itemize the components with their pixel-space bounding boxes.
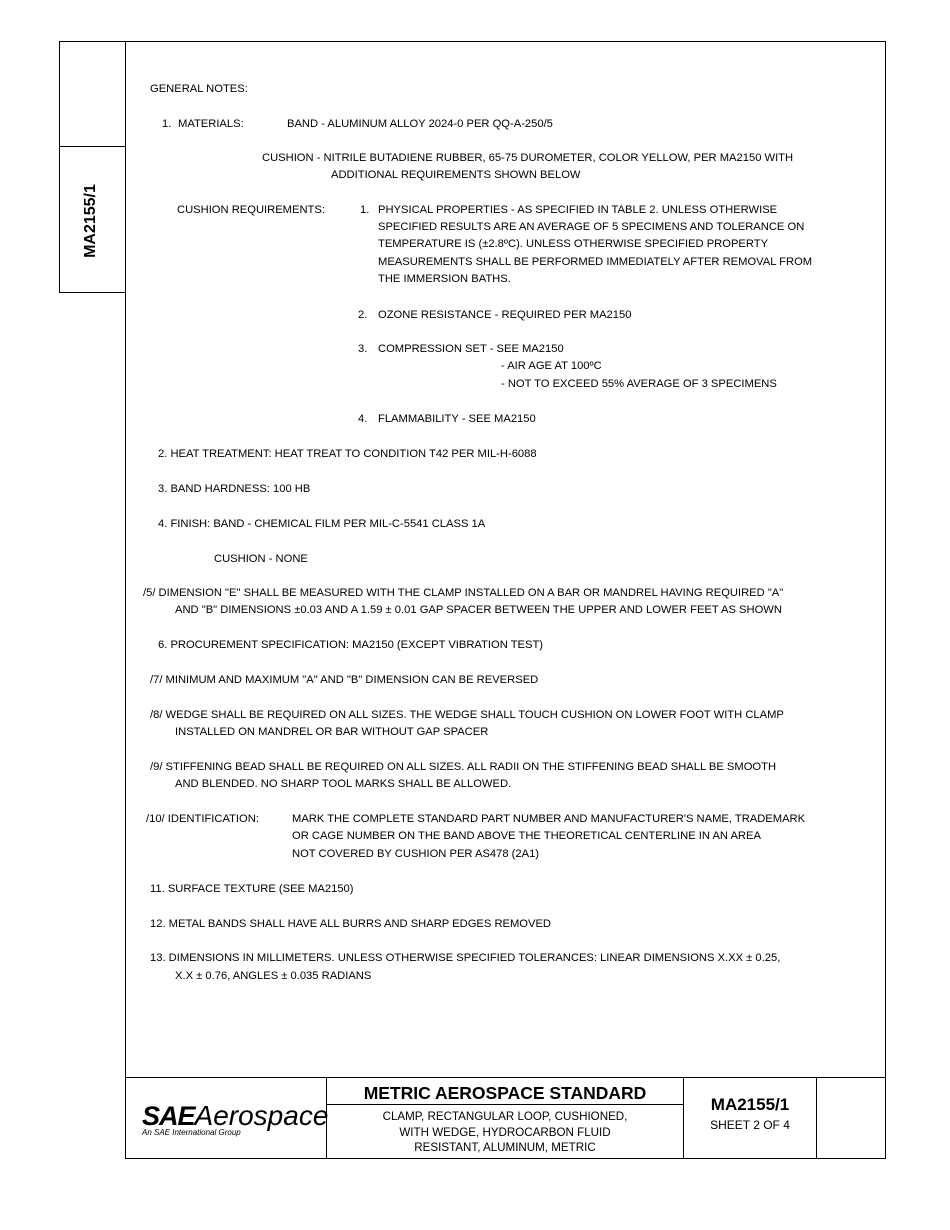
cr-3-number: 3.: [358, 343, 368, 355]
sae-aerospace-logo: [142, 1100, 328, 1137]
note-1-band: BAND - ALUMINUM ALLOY 2024-0 PER QQ-A-250/5: [287, 118, 553, 130]
side-tab-divider: [60, 146, 126, 147]
cr-1-line4: MEASUREMENTS SHALL BE PERFORMED IMMEDIATELY AFTER REMOVAL FROM: [378, 256, 813, 268]
note-11: 11. SURFACE TEXTURE (SEE MA2150): [150, 883, 354, 895]
cr-2-text: OZONE RESISTANCE - REQUIRED PER MA2150: [378, 309, 632, 321]
standard-description: [327, 1105, 683, 1156]
description-line2: WITH WEDGE, HYDROCARBON FLUID: [399, 1125, 611, 1139]
cr-2-number: 2.: [358, 309, 368, 321]
standard-heading: METRIC AEROSPACE STANDARD: [327, 1078, 683, 1105]
note-1-cushion-line2: ADDITIONAL REQUIREMENTS SHOWN BELOW: [331, 169, 581, 181]
note-7: /7/ MINIMUM AND MAXIMUM "A" AND "B" DIMENSION CAN BE REVERSED: [150, 674, 539, 686]
note-4: 4. FINISH: BAND - CHEMICAL FILM PER MIL-C-5541 CLASS 1A: [158, 518, 486, 530]
cr-1-line1: PHYSICAL PROPERTIES - AS SPECIFIED IN TABLE 2. UNLESS OTHERWISE: [378, 204, 778, 216]
note-5-line1: /5/ DIMENSION "E" SHALL BE MEASURED WITH THE CLAMP INSTALLED ON A BAR OR MANDREL HAVING REQUIRED "A": [143, 587, 784, 599]
title-block-title-cell: [327, 1078, 684, 1158]
note-1-number: 1.: [162, 118, 172, 130]
note-10-line3: NOT COVERED BY CUSHION PER AS478 (2A1): [292, 848, 540, 860]
description-line1: CLAMP, RECTANGULAR LOOP, CUSHIONED,: [382, 1110, 628, 1123]
note-10-label: /10/ IDENTIFICATION:: [146, 813, 259, 825]
cr-3-line3: - NOT TO EXCEED 55% AVERAGE OF 3 SPECIMENS: [501, 378, 777, 390]
note-13-line2: X.X ± 0.76, ANGLES ± 0.035 RADIANS: [175, 970, 372, 982]
cr-1-number: 1.: [360, 204, 370, 216]
cr-1-line5: THE IMMERSION BATHS.: [378, 273, 511, 285]
side-part-number: MA2155/1: [82, 184, 99, 258]
title-block-logo-cell: [125, 1078, 327, 1158]
note-8-line2: INSTALLED ON MANDREL OR BAR WITHOUT GAP SPACER: [175, 726, 489, 738]
note-10-line1: MARK THE COMPLETE STANDARD PART NUMBER AND MANUFACTURER'S NAME, TRADEMARK: [292, 813, 806, 825]
part-number: MA2155/1: [710, 1095, 790, 1114]
note-12: 12. METAL BANDS SHALL HAVE ALL BURRS AND SHARP EDGES REMOVED: [150, 918, 552, 930]
logo-aerospace: Aerospace: [194, 1100, 329, 1131]
logo-group: An SAE International Group: [142, 1128, 241, 1137]
sheet-number: SHEET 2 OF 4: [710, 1118, 790, 1132]
cr-4-text: FLAMMABILITY - SEE MA2150: [378, 413, 536, 425]
title-block-number-cell: [684, 1078, 817, 1158]
title-block: [125, 1077, 886, 1159]
note-8-line1: /8/ WEDGE SHALL BE REQUIRED ON ALL SIZES. THE WEDGE SHALL TOUCH CUSHION ON LOWER FOOT WITH CLAMP: [150, 709, 784, 721]
note-4-cushion: CUSHION - NONE: [214, 553, 308, 565]
note-3: 3. BAND HARDNESS: 100 HB: [158, 483, 311, 495]
notes-heading: GENERAL NOTES:: [150, 83, 248, 95]
note-9-line1: /9/ STIFFENING BEAD SHALL BE REQUIRED ON ALL SIZES. ALL RADII ON THE STIFFENING BEAD SHALL BE SMOOTH: [150, 761, 777, 773]
cr-3-line1: COMPRESSION SET - SEE MA2150: [378, 343, 564, 355]
note-10-line2: OR CAGE NUMBER ON THE BAND ABOVE THE THEORETICAL CENTERLINE IN AN AREA: [292, 830, 761, 842]
title-block-blank-cell: [817, 1078, 886, 1158]
logo-sae: SAE: [142, 1101, 195, 1131]
description-line3: RESISTANT, ALUMINUM, METRIC: [414, 1141, 596, 1154]
note-5-line2: AND "B" DIMENSIONS ±0.03 AND A 1.59 ± 0.01 GAP SPACER BETWEEN THE UPPER AND LOWER FEET AS SHOWN: [175, 604, 782, 616]
note-9-line2: AND BLENDED. NO SHARP TOOL MARKS SHALL BE ALLOWED.: [175, 778, 512, 790]
cr-1-line3: TEMPERATURE IS (±2.8ºC). UNLESS OTHERWISE SPECIFIED PROPERTY: [378, 238, 769, 250]
note-13-line1: 13. DIMENSIONS IN MILLIMETERS. UNLESS OTHERWISE SPECIFIED TOLERANCES: LINEAR DIMENSIONS X.XX ± 0.25,: [150, 952, 781, 964]
note-1-cushion-line1: CUSHION - NITRILE BUTADIENE RUBBER, 65-75 DUROMETER, COLOR YELLOW, PER MA2150 WITH: [262, 152, 794, 164]
note-1-label: MATERIALS:: [178, 118, 244, 130]
note-6: 6. PROCUREMENT SPECIFICATION: MA2150 (EXCEPT VIBRATION TEST): [158, 639, 544, 651]
cr-1-line2: SPECIFIED RESULTS ARE AN AVERAGE OF 5 SPECIMENS AND TOLERANCE ON: [378, 221, 805, 233]
cr-4-number: 4.: [358, 413, 368, 425]
note-2: 2. HEAT TREATMENT: HEAT TREAT TO CONDITION T42 PER MIL-H-6088: [158, 448, 537, 460]
cushion-requirements-label: CUSHION REQUIREMENTS:: [177, 204, 325, 216]
cr-3-line2: - AIR AGE AT 100ºC: [501, 360, 602, 372]
